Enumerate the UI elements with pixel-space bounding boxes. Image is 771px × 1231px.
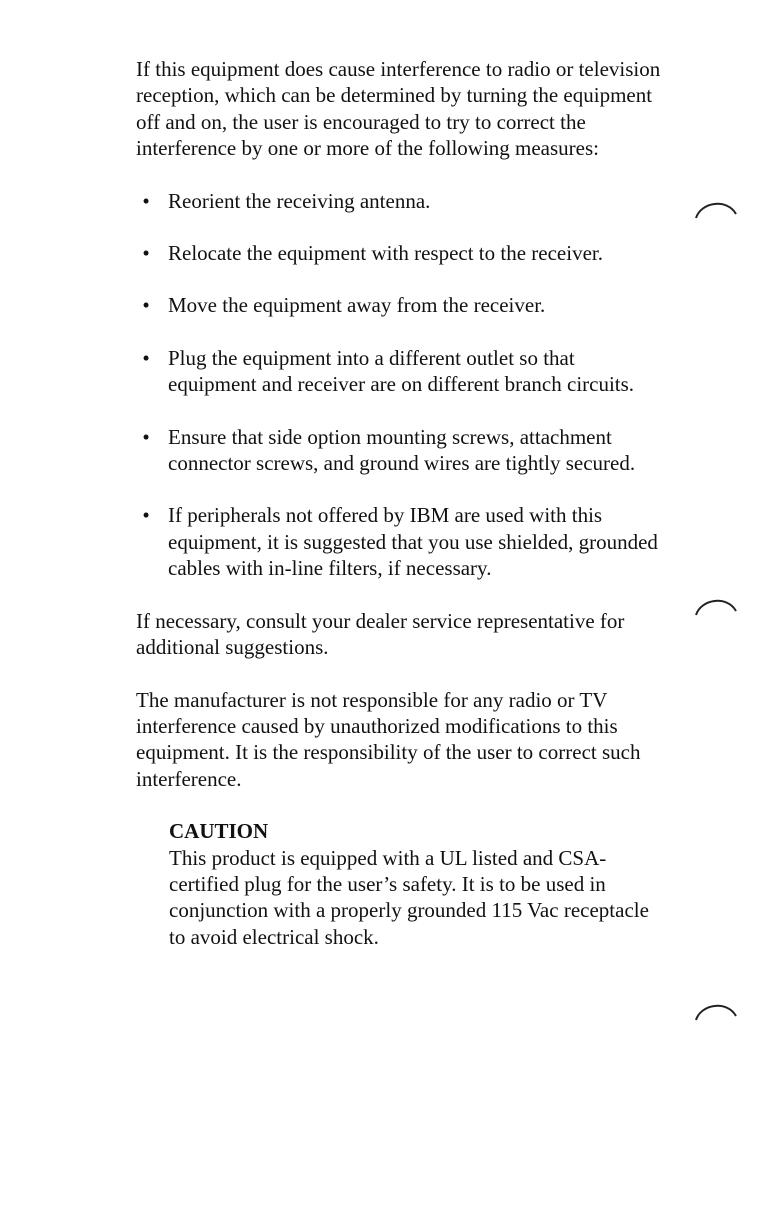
measure-text: Reorient the receiving antenna. bbox=[168, 188, 431, 213]
binder-hole-icon bbox=[693, 196, 739, 220]
bullet-icon: • bbox=[142, 293, 150, 318]
list-item bbox=[136, 424, 666, 477]
caution-title: CAUTION bbox=[169, 819, 269, 844]
list-item bbox=[136, 502, 666, 581]
list-item bbox=[136, 240, 666, 266]
measures-list bbox=[136, 188, 666, 582]
measure-text: If peripherals not offered by IBM are used with this equipment, it is suggested that you use shielded, grounded cables with in-line filters, if necessary. bbox=[168, 503, 658, 581]
list-item bbox=[136, 188, 666, 214]
measure-text: Move the equipment away from the receiver. bbox=[168, 293, 546, 318]
measure-text: Relocate the equipment with respect to the receiver. bbox=[168, 241, 603, 266]
caution-text: This product is equipped with a UL listed and CSA-certified plug for the user’s safety. It is to be used in conjunction with a properly grounded 115 Vac receptacle to avoid electrical shock. bbox=[169, 845, 649, 949]
bullet-icon: • bbox=[142, 424, 150, 449]
bullet-icon: • bbox=[142, 241, 150, 266]
bullet-icon: • bbox=[142, 188, 150, 213]
measure-text: Ensure that side option mounting screws, attachment connector screws, and ground wires are tightly secured. bbox=[168, 424, 636, 476]
consult-paragraph: If necessary, consult your dealer service representative for additional suggestions. bbox=[136, 608, 625, 660]
intro-paragraph: If this equipment does cause interference to radio or television reception, which can be determined by turning the equipment off and on, the user is encouraged to try to correct the interference by one or more of the following measures: bbox=[136, 57, 661, 161]
manufacturer-paragraph: The manufacturer is not responsible for any radio or TV interference caused by unauthorized modifications to this equipment. It is the responsibility of the user to correct such interference. bbox=[136, 687, 641, 791]
list-item bbox=[136, 292, 666, 318]
binder-hole-icon bbox=[693, 593, 739, 617]
list-item bbox=[136, 345, 666, 398]
caution-block bbox=[136, 818, 666, 950]
document-page bbox=[136, 56, 666, 950]
binder-hole-icon bbox=[693, 998, 739, 1022]
bullet-icon: • bbox=[142, 503, 150, 528]
bullet-icon: • bbox=[142, 345, 150, 370]
measure-text: Plug the equipment into a different outlet so that equipment and receiver are on different branch circuits. bbox=[168, 345, 635, 397]
